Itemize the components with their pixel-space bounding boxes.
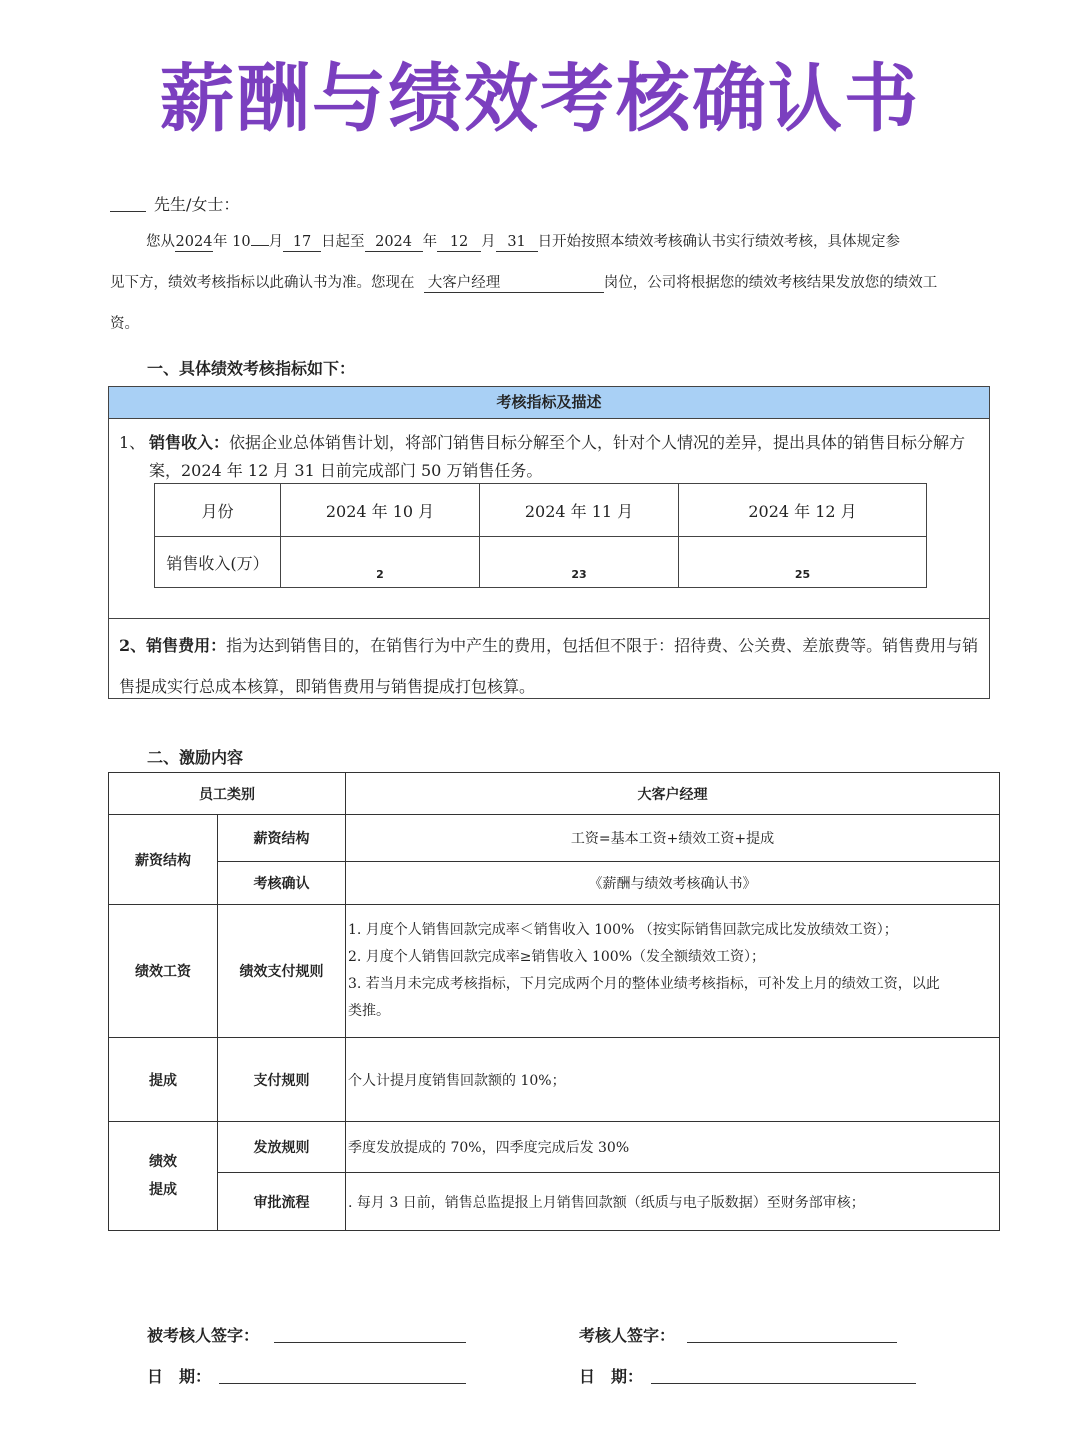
revenue-label: 销售收入(万） <box>155 537 281 588</box>
monthly-sales-table <box>154 483 927 588</box>
incentive-table <box>108 772 1000 1231</box>
section-2-heading: 二、激励内容 <box>147 748 244 767</box>
kpi-item-sales-expense: 2、销售费用：指为达到销售目的，在销售行为中产生的费用，包括但不限于：招待费、公关费、差旅费等。销售费用与销售提成实行总成本核算，即销售费用与销售提成打包核算。 <box>119 636 979 696</box>
assessor-date-label: 日 期： <box>579 1367 644 1386</box>
col-position: 大客户经理 <box>346 773 1000 815</box>
label-assessment: 考核确认 <box>218 862 346 905</box>
assessor-date-line[interactable] <box>651 1383 916 1384</box>
label-perf-rule: 绩效支付规则 <box>218 905 346 1038</box>
assessee-date-line[interactable] <box>219 1383 466 1384</box>
label-salary-structure: 薪资结构 <box>218 815 346 862</box>
value-assessment: 《薪酬与绩效考核确认书》 <box>346 862 1000 905</box>
group-commission: 提成 <box>109 1038 218 1122</box>
label-approval: 审批流程 <box>218 1173 346 1231</box>
start-year: 2024 <box>175 234 213 250</box>
assessee-date-label: 日 期： <box>147 1367 212 1386</box>
assessor-signature-line[interactable] <box>687 1342 897 1343</box>
position-field: 大客户经理 <box>424 274 604 293</box>
revenue-value[interactable]: 2 <box>281 537 480 588</box>
start-day: 17 <box>283 233 321 252</box>
group-performance-commission: 绩效 提成 <box>109 1122 218 1231</box>
name-blank[interactable] <box>110 197 146 212</box>
month-cell: 2024 年 11 月 <box>480 484 679 537</box>
revenue-value[interactable]: 25 <box>679 537 927 588</box>
label-pay-rule: 支付规则 <box>218 1038 346 1122</box>
section-1-heading: 一、具体绩效考核指标如下： <box>147 359 356 378</box>
month-cell: 2024 年 10 月 <box>281 484 480 537</box>
value-pay-rule: 个人计提月度销售回款额的 10%； <box>346 1038 1000 1122</box>
end-year: 2024 <box>365 233 423 252</box>
intro-paragraph: 您从2024年 10 月 17 日起至 2024 年 12 月 31 日开始按照本绩效考核确认书实行绩效考核，具体规定参 见下方，绩效考核指标以此确认书为准。您现在 大客户经理 岗位，公司将根据您的绩效考核结果发放您的绩效工 资。 <box>110 234 938 332</box>
value-release-rule: 季度发放提成的 70%，四季度完成后发 30% <box>346 1122 1000 1173</box>
assessee-signature-label: 被考核人签字： <box>147 1326 260 1345</box>
group-salary-structure: 薪资结构 <box>109 815 218 905</box>
end-month: 12 <box>437 233 481 252</box>
kpi-item-sales-revenue: 1、 销售收入：依据企业总体销售计划，将部门销售目标分解至个人，针对个人情况的差异，提出具体的销售目标分解方案，2024 年 12 月 31 日前完成部门 50 万销售任务。 <box>119 433 966 480</box>
end-day: 31 <box>496 233 538 252</box>
group-performance-pay: 绩效工资 <box>109 905 218 1038</box>
kpi-table-header: 考核指标及描述 <box>109 387 989 419</box>
value-approval: . 每月 3 日前，销售总监提报上月销售回款额（纸质与电子版数据）至财务部审核； <box>346 1173 1000 1231</box>
salutation: 先生/女士： <box>110 192 239 215</box>
label-release-rule: 发放规则 <box>218 1122 346 1173</box>
assessee-signature-line[interactable] <box>274 1342 466 1343</box>
col-employee-type: 员工类别 <box>109 773 346 815</box>
revenue-value[interactable]: 23 <box>480 537 679 588</box>
value-salary-structure: 工资=基本工资+绩效工资+提成 <box>346 815 1000 862</box>
document-title: 薪酬与绩效考核确认书 <box>160 56 920 142</box>
month-cell: 2024 年 12 月 <box>679 484 927 537</box>
assessor-signature-label: 考核人签字： <box>579 1326 676 1345</box>
month-label: 月份 <box>155 484 281 537</box>
value-perf-rules: 1. 月度个人销售回款完成率＜销售收入 100% （按实际销售回款完成比发放绩效工资）； 2. 月度个人销售回款完成率≥销售收入 100%（发全额绩效工资）； 3. 若当月未完成考核指标，下月完成两个月的整体业绩考核指标，可补发上月的绩效工资，以此 类推。 <box>346 905 1000 1038</box>
